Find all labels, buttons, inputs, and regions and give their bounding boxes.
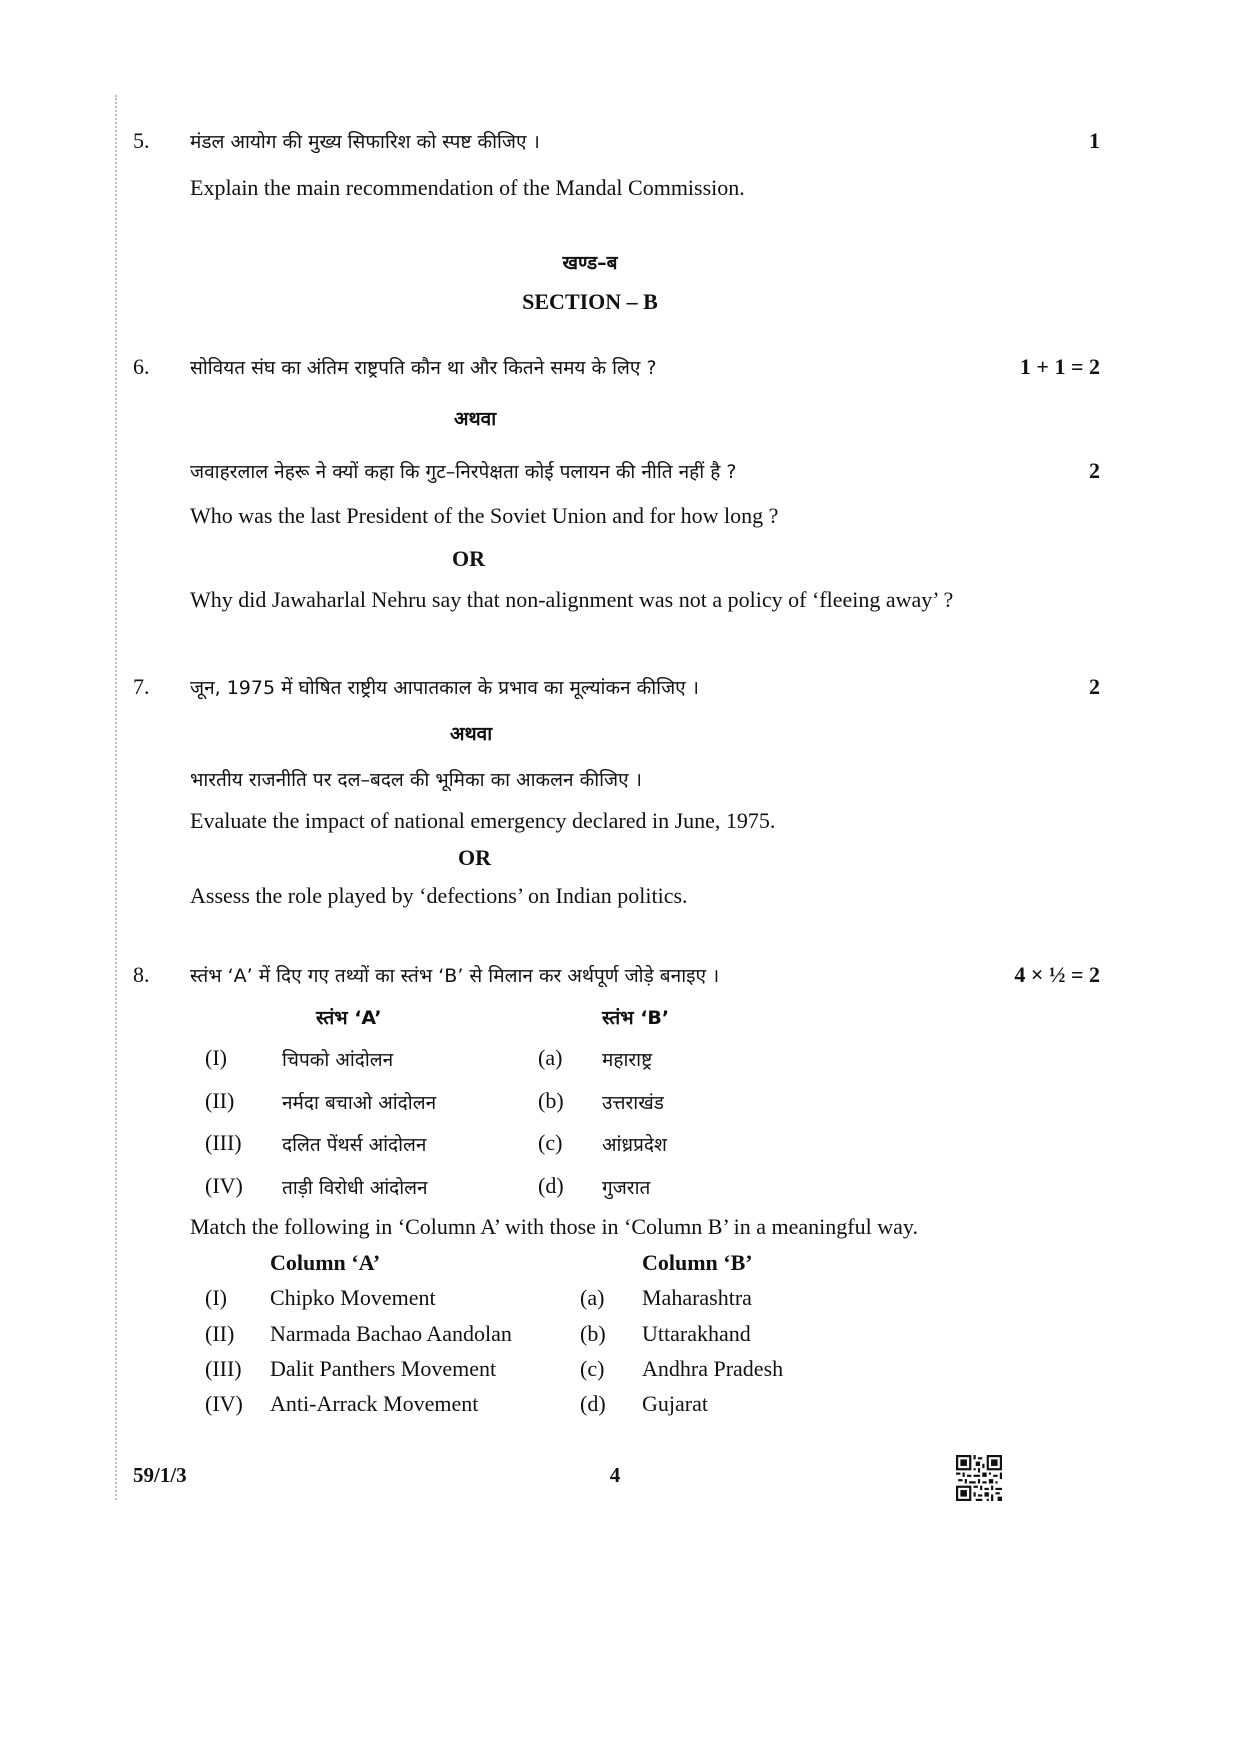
paper-code: 59/1/3 [133,1463,187,1487]
column-a-item: चिपको आंदोलन [282,1049,394,1071]
column-b-item: Gujarat [642,1391,708,1416]
question-number: 8. [133,962,150,987]
column-b-heading-hindi: स्तंभ ‘B’ [602,1007,670,1029]
question-text-english: Who was the last President of the Soviet Union and for how long ? [190,503,779,528]
marks: 1 [1089,128,1100,153]
column-a-item: दलित पेंथर्स आंदोलन [282,1134,427,1156]
marks: 4 × ½ = 2 [1014,962,1100,987]
question-text-hindi: सोवियत संघ का अंतिम राष्ट्रपति कौन था और कितने समय के लिए ? [190,357,657,379]
question-text-english: Explain the main recommendation of the Mandal Commission. [190,175,745,200]
row-number: (I) [205,1285,227,1310]
row-letter: (d) [580,1391,606,1416]
or-label-hindi: अथवा [450,723,493,745]
row-letter: (b) [580,1321,606,1346]
row-letter: (a) [538,1045,563,1070]
question-text-hindi: जून, 1975 में घोषित राष्ट्रीय आपातकाल के प्रभाव का मूल्यांकन कीजिए । [190,677,699,699]
column-a-heading: Column ‘A’ [270,1250,381,1275]
column-a-heading-hindi: स्तंभ ‘A’ [316,1007,382,1029]
column-a-item: Chipko Movement [270,1285,436,1310]
column-b-item: महाराष्ट्र [602,1049,653,1071]
qr-code-icon [956,1455,1002,1501]
column-b-heading: Column ‘B’ [642,1250,753,1275]
row-number: (IV) [205,1173,243,1198]
section-heading-hindi: खण्ड–ब [562,252,618,274]
column-b-item: आंध्रप्रदेश [602,1134,667,1156]
row-number: (IV) [205,1391,243,1416]
row-number: (I) [205,1045,227,1070]
row-letter: (b) [538,1088,564,1113]
column-a-item: ताड़ी विरोधी आंदोलन [282,1177,428,1199]
column-b-item: Andhra Pradesh [642,1356,784,1381]
or-label: OR [458,845,491,870]
question-text-hindi: स्तंभ ‘A’ में दिए गए तथ्यों का स्तंभ ‘B’ से मिलान कर अर्थपूर्ण जोड़े बनाइए । [190,965,720,987]
question-number: 7. [133,674,150,699]
question-text-english: Match the following in ‘Column A’ with those in ‘Column B’ in a meaningful way. [190,1214,918,1239]
question-text-english: Evaluate the impact of national emergency declared in June, 1975. [190,808,776,833]
question-number: 5. [133,128,150,153]
marks: 1 + 1 = 2 [1019,354,1100,379]
column-b-item: उत्तराखंड [602,1092,664,1114]
or-label: OR [452,546,485,571]
question-text-english: Why did Jawaharlal Nehru say that non-alignment was not a policy of ‘fleeing away’ ? [190,587,954,612]
column-a-item: Anti-Arrack Movement [270,1391,479,1416]
column-b-item: गुजरात [602,1177,651,1199]
row-number: (II) [205,1321,235,1346]
column-b-item: Maharashtra [642,1285,752,1310]
column-a-item: Dalit Panthers Movement [270,1356,497,1381]
section-heading: SECTION – B [522,289,658,314]
or-label-hindi: अथवा [454,408,497,430]
row-letter: (c) [538,1130,563,1155]
row-letter: (c) [580,1356,605,1381]
marks: 2 [1089,458,1100,483]
page-number: 4 [609,1463,621,1487]
question-text-hindi: भारतीय राजनीति पर दल–बदल की भूमिका का आकलन कीजिए । [190,769,642,791]
question-text-hindi: जवाहरलाल नेहरू ने क्यों कहा कि गुट–निरपेक्षता कोई पलायन की नीति नहीं है ? [190,461,737,483]
row-number: (II) [205,1088,235,1113]
row-letter: (a) [580,1285,605,1310]
row-number: (III) [205,1356,242,1381]
question-text-hindi: मंडल आयोग की मुख्य सिफारिश को स्पष्ट कीजिए । [190,131,540,153]
column-a-item: Narmada Bachao Aandolan [270,1321,512,1346]
marks: 2 [1089,674,1100,699]
column-b-item: Uttarakhand [642,1321,751,1346]
question-text-english: Assess the role played by ‘defections’ on Indian politics. [190,883,688,908]
row-letter: (d) [538,1173,564,1198]
row-number: (III) [205,1130,242,1155]
question-number: 6. [133,354,150,379]
column-a-item: नर्मदा बचाओ आंदोलन [282,1092,437,1114]
